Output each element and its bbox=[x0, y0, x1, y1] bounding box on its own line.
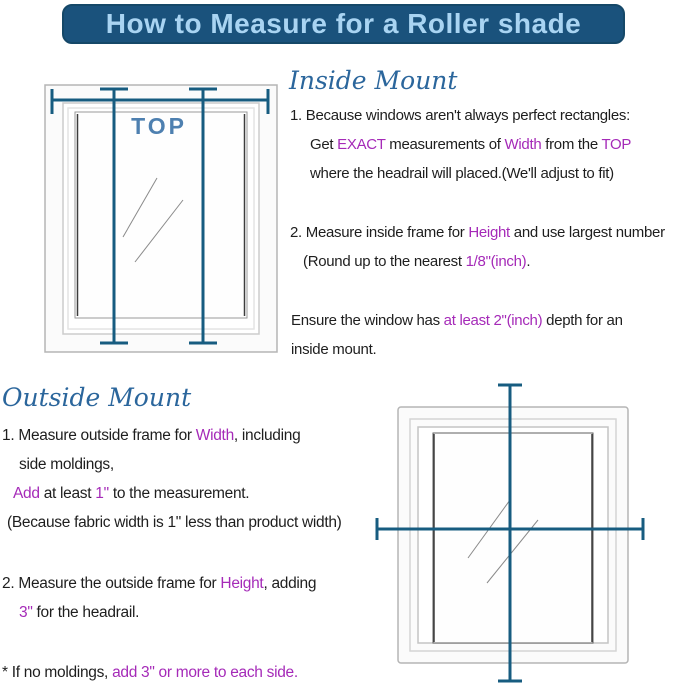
outside-item1-line2 bbox=[2, 450, 342, 479]
text-segment: * If no moldings, bbox=[2, 664, 113, 681]
inside-mount-item1 bbox=[290, 101, 631, 188]
text-segment: 1" bbox=[95, 485, 109, 502]
outside-mount-heading: Outside Mount bbox=[2, 383, 192, 412]
text-segment: Width bbox=[504, 136, 542, 153]
text-segment: (Round up to the nearest bbox=[303, 253, 466, 270]
outside-mount-window-illustration bbox=[368, 378, 653, 683]
outside-mount-item1 bbox=[2, 421, 342, 537]
text-segment: to the measurement. bbox=[108, 485, 250, 502]
inside-mount-window-illustration bbox=[28, 78, 288, 368]
text-segment: side moldings, bbox=[19, 456, 114, 473]
outside-item2-line2 bbox=[2, 598, 316, 627]
text-segment: inside mount. bbox=[291, 341, 377, 358]
window-glass bbox=[75, 112, 247, 318]
footnote-line bbox=[2, 658, 298, 685]
text-segment: , including bbox=[233, 427, 301, 444]
text-segment: measurements of bbox=[385, 136, 505, 153]
text-segment: where the headrail will placed.(We'll adjust to fit) bbox=[310, 165, 614, 182]
text-segment: Get bbox=[310, 136, 338, 153]
inside-item1-line2 bbox=[290, 130, 631, 159]
text-segment: 2. Measure the outside frame for bbox=[2, 575, 221, 592]
inside-item1-line3 bbox=[290, 159, 631, 188]
outside-item2-line1 bbox=[2, 569, 316, 598]
text-segment: EXACT bbox=[337, 136, 386, 153]
inside-mount-item2 bbox=[290, 218, 665, 276]
page-title-banner bbox=[62, 4, 625, 44]
inside-item2-line2 bbox=[290, 247, 665, 276]
inside-note-line2 bbox=[291, 335, 623, 364]
outside-item1-line3 bbox=[2, 479, 342, 508]
inside-item1-line1 bbox=[290, 101, 631, 130]
text-segment: 1. Because windows aren't always perfect rectangles: bbox=[290, 107, 630, 124]
text-segment: Height bbox=[220, 575, 264, 592]
text-segment: Add bbox=[13, 485, 40, 502]
text-segment: at least bbox=[39, 485, 96, 502]
inside-mount-depth-note bbox=[291, 306, 623, 364]
text-segment: 1/8"(inch) bbox=[465, 253, 527, 270]
text-segment: , adding bbox=[263, 575, 317, 592]
text-segment: at least 2"(inch) bbox=[443, 312, 543, 329]
text-segment: add 3" or more to each side. bbox=[112, 664, 298, 681]
inside-item2-line1 bbox=[290, 218, 665, 247]
text-segment: (Because fabric width is 1" less than product width) bbox=[7, 514, 342, 531]
outside-mount-footnote bbox=[2, 658, 298, 685]
inside-note-line1 bbox=[291, 306, 623, 335]
text-segment: Width bbox=[195, 427, 234, 444]
inside-mount-heading: Inside Mount bbox=[289, 66, 458, 95]
window-glass bbox=[433, 433, 593, 643]
text-segment: from the bbox=[541, 136, 602, 153]
text-segment: 1. Measure outside frame for bbox=[2, 427, 196, 444]
text-segment: TOP bbox=[601, 136, 632, 153]
text-segment: Ensure the window has bbox=[291, 312, 444, 329]
text-segment: 3" bbox=[19, 604, 33, 621]
text-segment: for the headrail. bbox=[32, 604, 140, 621]
page-title: How to Measure for a Roller shade bbox=[105, 8, 582, 39]
text-segment: 2. Measure inside frame for bbox=[290, 224, 469, 241]
text-segment: and use largest number bbox=[509, 224, 665, 241]
outside-mount-item2 bbox=[2, 569, 316, 627]
text-segment: depth for an bbox=[542, 312, 623, 329]
text-segment: Height bbox=[468, 224, 510, 241]
top-label: TOP bbox=[131, 113, 187, 139]
outside-item1-line4 bbox=[2, 508, 342, 537]
text-segment: . bbox=[526, 253, 531, 270]
outside-item1-line1 bbox=[2, 421, 342, 450]
